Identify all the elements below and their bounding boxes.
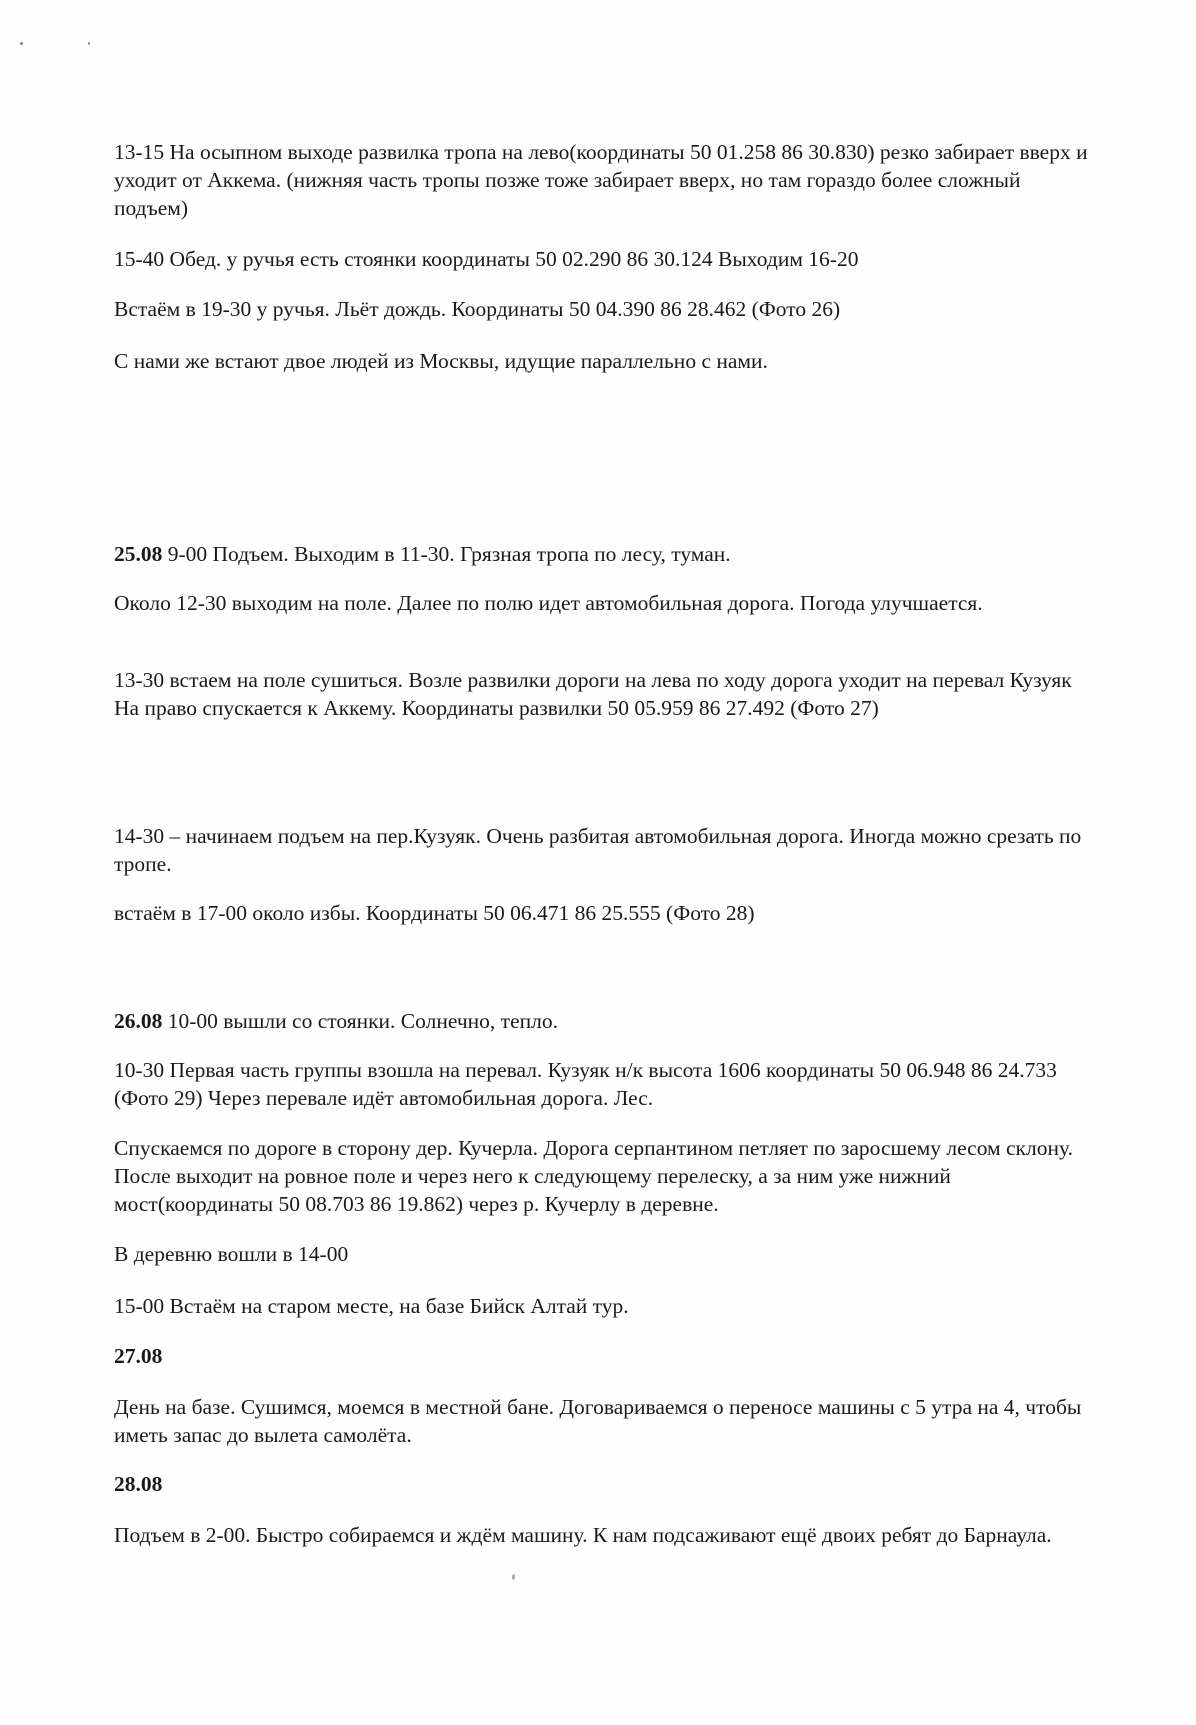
paragraph-text: Около 12-30 выходим на поле. Далее по полю идет автомобильная дорога. Погода улучшается. xyxy=(114,591,983,615)
paragraph-text: 13-30 встаем на поле сушиться. Возле развилки дороги на лева по ходу дорога уходит на перевал Кузуяк На право спускается к Аккему. Координаты развилки 50 05.959 86 27.492 (Фото 27) xyxy=(114,668,1072,720)
date-heading: 25.08 xyxy=(114,542,163,566)
paragraph-text: День на базе. Сушимся, моемся в местной бане. Договариваемся о переносе машины с 5 утра на 4, чтобы иметь запас до вылета самолёта. xyxy=(114,1395,1082,1447)
paragraph-text: 14-30 – начинаем подъем на пер.Кузуяк. Очень разбитая автомобильная дорога. Иногда можно срезать по тропе. xyxy=(114,824,1082,876)
date-heading: 27.08 xyxy=(114,1344,163,1368)
paragraph-text: С нами же встают двое людей из Москвы, идущие параллельно с нами. xyxy=(114,349,768,373)
paragraph-28-08 xyxy=(114,1470,1094,1498)
paragraph-2-00 xyxy=(114,1521,1094,1549)
paragraph-text: встаём в 17-00 около избы. Координаты 50 06.471 86 25.555 (Фото 28) xyxy=(114,901,755,925)
paragraph-text: 15-40 Обед. у ручья есть стоянки координаты 50 02.290 86 30.124 Выходим 16-20 xyxy=(114,247,859,271)
paragraph-19-30 xyxy=(114,295,1094,323)
scan-speck xyxy=(88,42,90,45)
paragraph-13-30 xyxy=(114,666,1094,722)
paragraph-13-15 xyxy=(114,138,1094,222)
paragraph-27-08 xyxy=(114,1342,1094,1370)
paragraph-26-08 xyxy=(114,1007,1094,1035)
paragraph-15-00 xyxy=(114,1292,1094,1320)
paragraph-moscow xyxy=(114,347,1094,375)
scan-speck xyxy=(512,1574,515,1580)
paragraph-17-00 xyxy=(114,899,1094,927)
paragraph-14-30 xyxy=(114,822,1094,878)
paragraph-text: 10-00 вышли со стоянки. Солнечно, тепло. xyxy=(162,1009,558,1033)
paragraph-descent xyxy=(114,1134,1094,1218)
paragraph-25-08 xyxy=(114,540,1094,568)
paragraph-text: 13-15 На осыпном выходе развилка тропа на лево(координаты 50 01.258 86 30.830) резко забирает вверх и уходит от Аккема. (нижняя часть тропы позже тоже забирает вверх, но там гораздо более сложный подъем) xyxy=(114,140,1088,220)
paragraph-text: Спускаемся по дороге в сторону дер. Кучерла. Дорога серпантином петляет по заросшему лесом склону. После выходит на ровное поле и через него к следующему перелеску, а за ним уже нижний мост(координаты 50 08.703 86 19.862) через р. Кучерлу в деревне. xyxy=(114,1136,1073,1216)
paragraph-text: 9-00 Подъем. Выходим в 11-30. Грязная тропа по лесу, туман. xyxy=(162,542,731,566)
paragraph-12-30 xyxy=(114,589,1094,617)
scan-speck xyxy=(20,42,23,45)
paragraph-15-40 xyxy=(114,245,1094,273)
paragraph-text: 10-30 Первая часть группы взошла на перевал. Кузуяк н/к высота 1606 координаты 50 06.948 86 24.733 (Фото 29) Через перевале идёт автомобильная дорога. Лес. xyxy=(114,1058,1057,1110)
paragraph-10-30 xyxy=(114,1056,1094,1112)
paragraph-base-day xyxy=(114,1393,1094,1449)
paragraph-text: 15-00 Встаём на старом месте, на базе Бийск Алтай тур. xyxy=(114,1294,629,1318)
paragraph-text: Подъем в 2-00. Быстро собираемся и ждём машину. К нам подсаживают ещё двоих ребят до Барнаула. xyxy=(114,1523,1052,1547)
date-heading: 28.08 xyxy=(114,1472,163,1496)
paragraph-text: В деревню вошли в 14-00 xyxy=(114,1242,349,1266)
paragraph-14-00 xyxy=(114,1240,1094,1268)
paragraph-text: Встаём в 19-30 у ручья. Льёт дождь. Координаты 50 04.390 86 28.462 (Фото 26) xyxy=(114,297,841,321)
date-heading: 26.08 xyxy=(114,1009,163,1033)
